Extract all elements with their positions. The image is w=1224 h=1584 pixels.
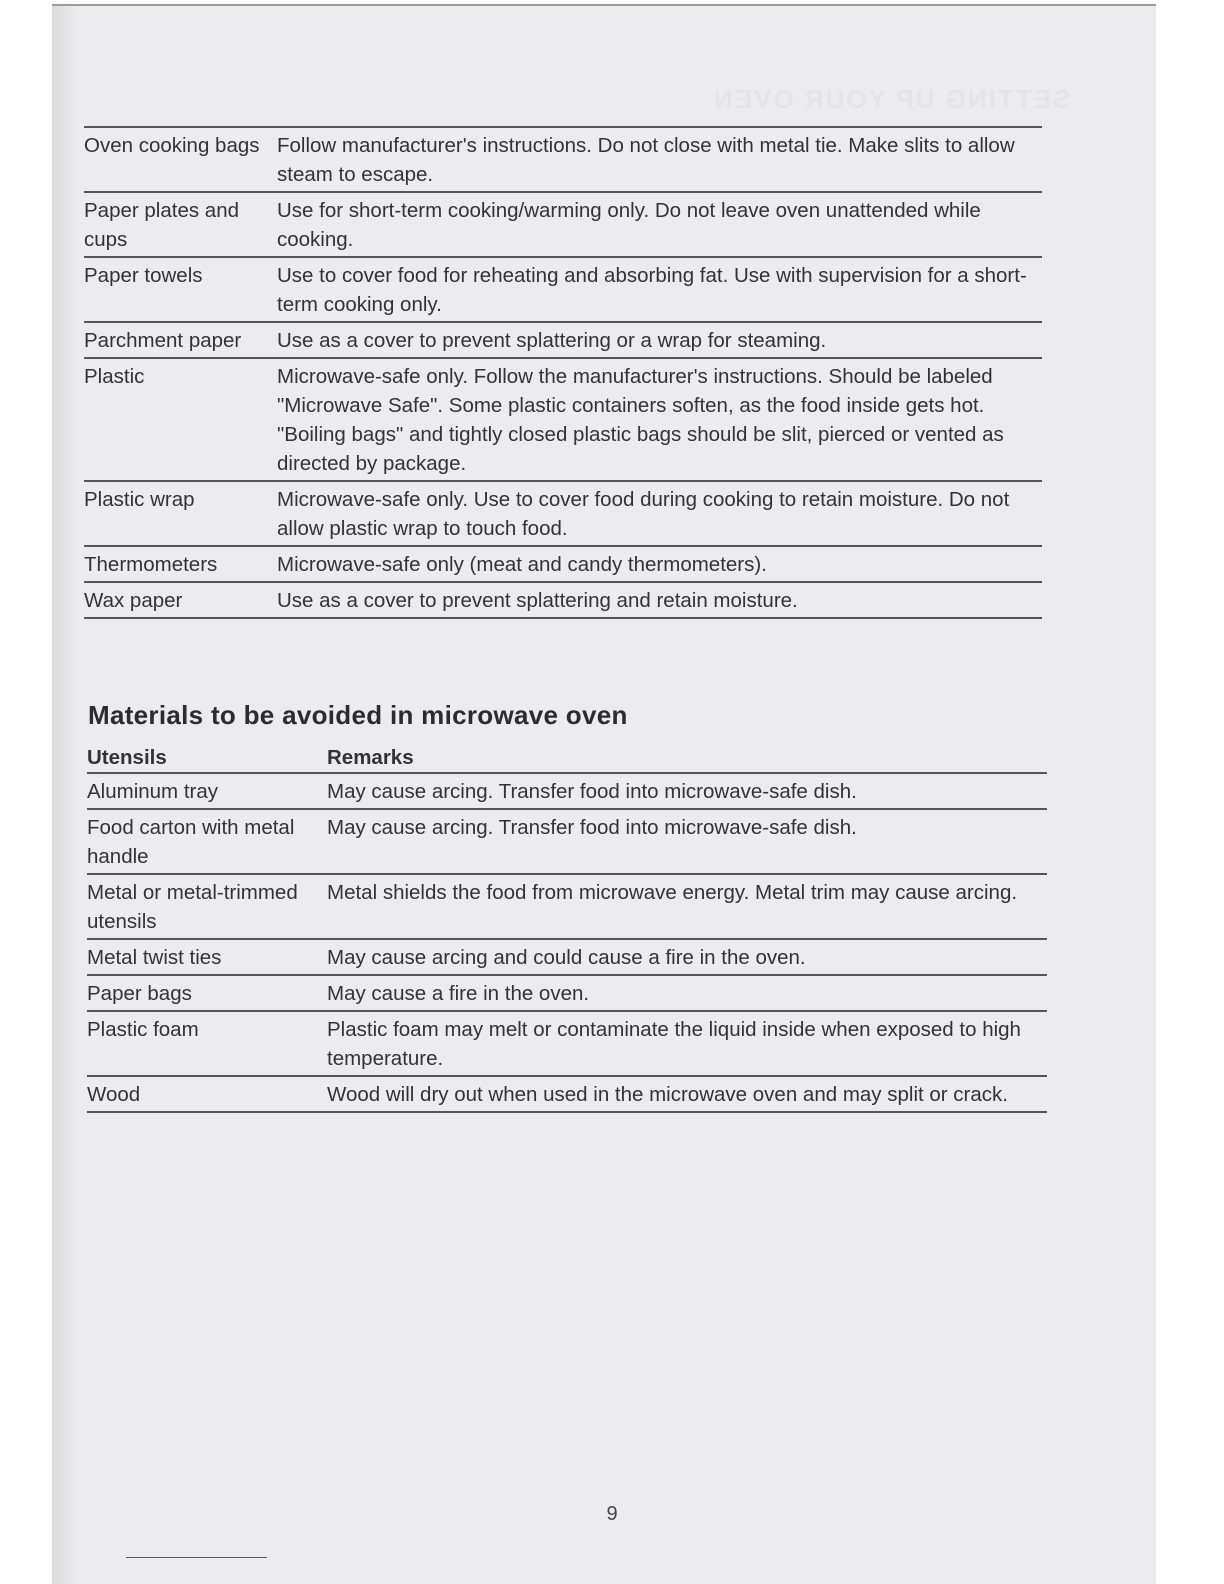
table-row: [87, 975, 1047, 1011]
remark-cell: Microwave-safe only. Follow the manufacturer's instructions. Should be labeled "Microwave Safe". Some plastic containers soften, as the food inside gets hot. "Boiling bags" and tightly closed plastic bags should be slit, pierced or vented as directed by package.: [277, 365, 1004, 475]
remark-cell: Use for short-term cooking/warming only. Do not leave oven unattended while cooking.: [277, 199, 981, 251]
table-row: [87, 874, 1047, 939]
remark-cell: Microwave-safe only (meat and candy thermometers).: [277, 553, 767, 576]
remark-cell: Follow manufacturer's instructions. Do not close with metal tie. Make slits to allow steam to escape.: [277, 134, 1015, 186]
avoided-materials-table: [87, 743, 1047, 1113]
bleed-through-decoration: SETTING UP YOUR OVEN: [712, 84, 1071, 114]
section-title: Materials to be avoided in microwave oven: [88, 700, 628, 730]
table-row: [87, 1076, 1047, 1112]
utensil-cell: Aluminum tray: [87, 780, 219, 803]
utensil-cell: Plastic foam: [87, 1018, 199, 1041]
table-row: [87, 939, 1047, 975]
table-row: [84, 358, 1042, 481]
table-row: [84, 582, 1042, 618]
remark-cell: Use as a cover to prevent splattering or a wrap for steaming.: [277, 329, 827, 352]
remark-cell: May cause a fire in the oven.: [327, 982, 590, 1005]
remark-cell: Wood will dry out when used in the microwave oven and may split or crack.: [327, 1083, 1008, 1106]
utensil-cell: Wood: [87, 1083, 141, 1106]
table-row: [84, 322, 1042, 358]
utensil-cell: Metal or metal-trimmed utensils: [87, 881, 298, 933]
utensil-cell: Plastic: [84, 365, 145, 388]
table-row: [84, 546, 1042, 582]
suitable-materials-table: [84, 126, 1042, 619]
utensils-column-header: Utensils: [87, 743, 327, 773]
remark-cell: May cause arcing. Transfer food into microwave-safe dish.: [327, 780, 857, 803]
table-row: [84, 127, 1042, 192]
utensil-cell: Parchment paper: [84, 329, 242, 352]
table-row: [84, 192, 1042, 257]
table-row: [87, 1011, 1047, 1076]
remark-cell: May cause arcing and could cause a fire in the oven.: [327, 946, 806, 969]
utensil-cell: Paper plates and cups: [84, 199, 240, 251]
utensil-cell: Wax paper: [84, 589, 183, 612]
utensil-cell: Thermometers: [84, 553, 218, 576]
remark-cell: Metal shields the food from microwave energy. Metal trim may cause arcing.: [327, 881, 1018, 904]
table-row: [84, 257, 1042, 322]
table-row: [87, 773, 1047, 809]
table-row: [84, 481, 1042, 546]
utensil-cell: Metal twist ties: [87, 946, 222, 969]
remark-cell: Plastic foam may melt or contaminate the liquid inside when exposed to high temperature.: [327, 1018, 1021, 1070]
page-number: 9: [606, 1503, 618, 1525]
utensil-cell: Paper towels: [84, 264, 203, 287]
remark-cell: Microwave-safe only. Use to cover food during cooking to retain moisture. Do not allow plastic wrap to touch food.: [277, 488, 1010, 540]
utensil-cell: Food carton with metal handle: [87, 816, 295, 868]
remarks-column-header: Remarks: [327, 743, 1047, 773]
utensil-cell: Plastic wrap: [84, 488, 195, 511]
remark-cell: Use as a cover to prevent splattering and retain moisture.: [277, 589, 798, 612]
footer-link-underline: [126, 1557, 267, 1558]
table-row: [87, 809, 1047, 874]
utensil-cell: Paper bags: [87, 982, 192, 1005]
remark-cell: Use to cover food for reheating and absorbing fat. Use with supervision for a short-term cooking only.: [277, 264, 1027, 316]
utensil-cell: Oven cooking bags: [84, 134, 260, 157]
table-header-row: [87, 743, 1047, 773]
remark-cell: May cause arcing. Transfer food into microwave-safe dish.: [327, 816, 857, 839]
